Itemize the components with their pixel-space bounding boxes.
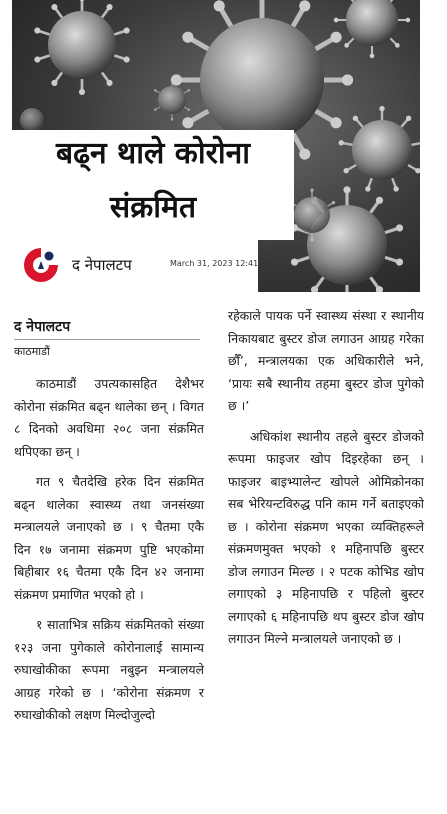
byline-bar <box>12 238 274 292</box>
article-paragraph: अधिकांश स्थानीय तहले बुस्टर डोजको रूपमा फाइजर खोप दिइरहेका छन् । फाइजर बाइभ्यालेन्ट खोपले ओमिक्रोनका सब भेरियन्टविरुद्ध पनि काम गर्ने बताइएको छ । कोरोना संक्रमण भएका व्यक्तिहरूले संक्रमणमुक्त भएको १ महिनापछि बुस्टर डोज लगाउन मिल्छ । २ पटक कोभिड खोप लगाएको ३ महिनापछि र पहिलो बुस्टर लगाएको ६ महिनापछि थप बुस्टर डोज खोप लगाउन मिल्ने मन्त्रालयले जनाएको छ । <box>228 428 424 646</box>
article-column-right <box>228 305 424 659</box>
headline-line-1: बढ्न थाले कोरोना <box>55 136 251 171</box>
article-paragraph: काठमाडौं उपत्यकासहित देशैभर कोरोना संक्रमित बढ्न थालेका छन् । विगत ८ दिनको अवधिमा २०८ जना संक्रमित थपिएका छन् । <box>14 376 204 459</box>
article-source: द नेपालटप <box>14 318 200 340</box>
article-paragraph: गत ९ चैतदेखि हरेक दिन संक्रमित बढ्न थालेका स्वास्थ्य तथा जनसंख्या मन्त्रालयले जनाएको छ । ९ चैतमा एकै दिन १७ जनामा संक्रमण पुष्टि भएकोमा बिहीबार १६ चैतमा एकै दिन ४२ जनामा संक्रमण प्रमाणित भएको हो । <box>14 474 204 602</box>
headline-box <box>12 130 294 240</box>
publication-logo-icon <box>22 246 60 284</box>
article-paragraph: १ साताभित्र सक्रिय संक्रमितको संख्या १२३ जना पुगेकाले कोरोनालाई सामान्य रुघाखोकीका रूपमा नबुझ्न मन्त्रालयले आग्रह गरेको छ । ‘कोरोना संक्रमण र रुघाखोकीको लक्षण मिल्दोजुल्दो <box>14 617 204 722</box>
article-dateline: काठमाडौं <box>14 345 50 358</box>
article-paragraph: रहेकाले पायक पर्ने स्वास्थ्य संस्था र स्थानीय निकायबाट बुस्टर डोज लगाउन आग्रह गरेका छौँ’, मन्त्रालयका एक अधिकारीले भने, ‘प्रायः सबै स्थानीय तहमा बुस्टर डोज पुगेको छ ।’ <box>228 308 424 413</box>
byline-date: March 31, 2023 12:41 am <box>170 259 274 268</box>
headline-line-2: संक्रमित <box>109 190 197 225</box>
article-column-left <box>14 318 204 735</box>
byline-publication: द नेपालटप <box>72 256 132 274</box>
